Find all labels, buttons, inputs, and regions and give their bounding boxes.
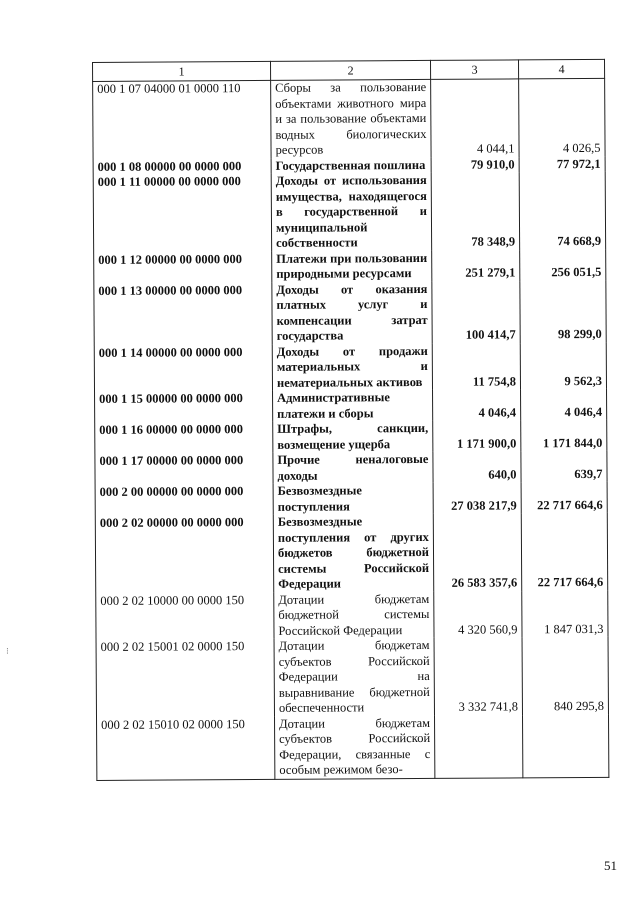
table-row bbox=[95, 482, 607, 516]
table-row bbox=[94, 280, 606, 345]
row-code: 000 2 02 10000 00 0000 150 bbox=[96, 592, 274, 640]
row-value-3: 78 348,9 bbox=[431, 172, 519, 250]
row-value-3: 4 046,4 bbox=[433, 389, 521, 421]
row-code: 000 1 12 00000 00 0000 000 bbox=[94, 251, 272, 283]
table-row bbox=[95, 513, 607, 594]
row-name: Дотации бюджетам субъектов Российской Федерации, связанные с особым режимом безо- bbox=[275, 715, 435, 778]
row-value-4: 77 972,1 bbox=[519, 156, 605, 172]
row-name: Доходы от использования имущества, находящегося в государственной и муниципальной собственности bbox=[271, 173, 431, 251]
row-value-4 bbox=[522, 714, 608, 777]
row-code: 000 1 07 04000 01 0000 110 bbox=[93, 80, 271, 159]
row-code: 000 1 16 00000 00 0000 000 bbox=[95, 422, 273, 454]
row-value-3: 4 044,1 bbox=[431, 79, 519, 158]
row-value-3: 3 332 741,8 bbox=[434, 637, 522, 715]
row-code: 000 1 08 00000 00 0000 000 bbox=[93, 158, 271, 175]
row-name: Административные платежи и сборы bbox=[273, 390, 433, 422]
row-value-4: 74 668,9 bbox=[519, 172, 605, 250]
table-row bbox=[94, 342, 606, 392]
row-code: 000 1 14 00000 00 0000 000 bbox=[94, 344, 272, 392]
row-code: 000 1 15 00000 00 0000 000 bbox=[95, 391, 273, 423]
row-name: Государственная пошлина bbox=[271, 157, 431, 173]
row-value-4: 1 847 031,3 bbox=[522, 590, 608, 637]
page-number: 51 bbox=[604, 858, 617, 873]
table-row bbox=[96, 590, 608, 640]
row-name: Безвозмездные поступления bbox=[273, 483, 433, 515]
row-value-4: 98 299,0 bbox=[520, 280, 606, 343]
table-row bbox=[93, 172, 605, 253]
row-value-4: 639,7 bbox=[521, 451, 607, 483]
row-name: Доходы от продажи материальных и нематериальных активов bbox=[272, 343, 432, 390]
row-name: Доходы от оказания платных услуг и компенсации затрат государства bbox=[272, 281, 432, 344]
table-body bbox=[93, 78, 609, 780]
row-code: 000 2 02 15001 02 0000 150 bbox=[96, 639, 274, 718]
row-value-3: 11 754,8 bbox=[432, 343, 520, 390]
row-code: 000 2 02 00000 00 0000 000 bbox=[95, 515, 273, 594]
row-name: Дотации бюджетам бюджетной системы Российской Федерации bbox=[274, 591, 434, 638]
table-row bbox=[95, 451, 607, 485]
row-value-3: 79 910,0 bbox=[431, 157, 519, 173]
row-value-3: 27 038 217,9 bbox=[433, 482, 521, 514]
column-header-3: 3 bbox=[430, 60, 518, 80]
row-value-3 bbox=[434, 715, 522, 778]
margin-mark: ⁝ bbox=[6, 646, 9, 656]
row-value-4: 4 046,4 bbox=[521, 389, 607, 421]
row-name: Дотации бюджетам субъектов Российской Федерации на выравнивание бюджетной обеспеченности bbox=[274, 638, 434, 716]
row-value-3: 100 414,7 bbox=[432, 281, 520, 344]
row-name: Безвозмездные поступления от других бюджетов бюджетной системы Российской Федерации bbox=[273, 514, 433, 592]
row-code: 000 2 02 15010 02 0000 150 bbox=[97, 716, 275, 780]
row-name: Штрафы, санкции, возмещение ущерба bbox=[273, 421, 433, 453]
column-header-4: 4 bbox=[518, 59, 604, 79]
row-value-4: 9 562,3 bbox=[520, 342, 606, 389]
row-value-4: 1 171 844,0 bbox=[521, 420, 607, 452]
table-row bbox=[95, 389, 607, 423]
row-value-4: 256 051,5 bbox=[520, 249, 606, 281]
row-value-3: 640,0 bbox=[433, 451, 521, 483]
row-value-3: 26 583 357,6 bbox=[433, 513, 521, 591]
row-name: Прочие неналоговые доходы bbox=[273, 452, 433, 484]
table-row bbox=[95, 420, 607, 454]
row-name: Платежи при пользовании природными ресурсами bbox=[272, 250, 432, 282]
table-row bbox=[94, 249, 606, 283]
table-row bbox=[96, 637, 608, 718]
row-code: 000 1 13 00000 00 0000 000 bbox=[94, 282, 272, 345]
row-value-3: 251 279,1 bbox=[432, 250, 520, 282]
row-value-3: 1 171 900,0 bbox=[433, 420, 521, 452]
table-row bbox=[93, 78, 605, 159]
row-value-3: 4 320 560,9 bbox=[434, 591, 522, 638]
table-row bbox=[97, 714, 609, 780]
row-value-4: 840 295,8 bbox=[522, 637, 608, 715]
column-header-1: 1 bbox=[93, 61, 271, 81]
column-header-2: 2 bbox=[270, 60, 430, 80]
row-code: 000 1 17 00000 00 0000 000 bbox=[95, 453, 273, 485]
row-value-4: 22 717 664,6 bbox=[521, 513, 607, 591]
row-name: Сборы за пользование объектами животного мира и за пользование объектами водных биологических ресурсов bbox=[271, 79, 431, 158]
budget-revenue-table bbox=[92, 59, 609, 781]
row-value-4: 22 717 664,6 bbox=[521, 482, 607, 514]
row-code: 000 1 11 00000 00 0000 000 bbox=[93, 174, 271, 253]
row-value-4: 4 026,5 bbox=[519, 78, 605, 157]
row-code: 000 2 00 00000 00 0000 000 bbox=[95, 484, 273, 516]
